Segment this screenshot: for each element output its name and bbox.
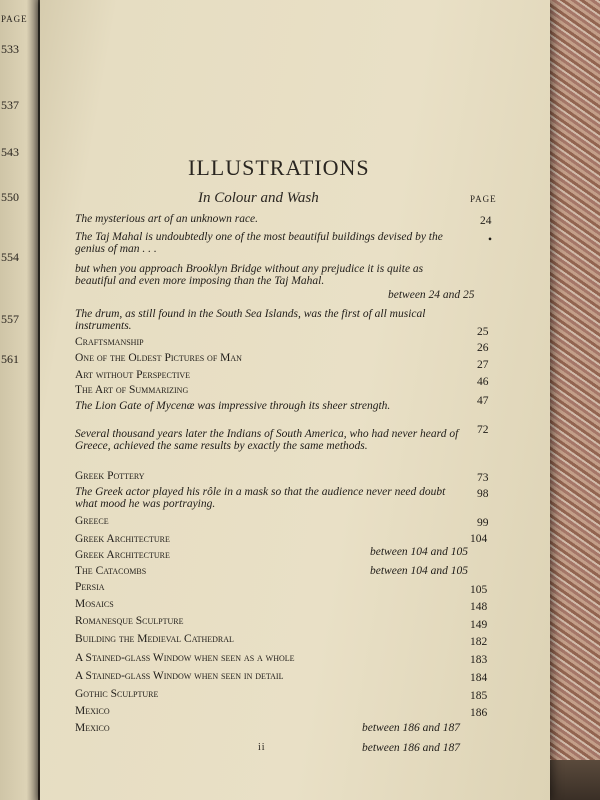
entry-page: 183 xyxy=(470,654,488,666)
entry-page: 104 xyxy=(470,533,488,545)
entry-page: 182 xyxy=(470,636,488,648)
entry-page: between 186 and 187 xyxy=(362,722,461,734)
entry-page: 184 xyxy=(470,672,488,684)
prev-page-number: 557 xyxy=(1,312,19,326)
illustration-entry: Mexico xyxy=(75,722,110,734)
illustration-entry: Greek Architecture xyxy=(75,533,170,545)
entry-page: between 104 and 105 xyxy=(370,565,469,577)
entry-page: 26 xyxy=(477,342,489,354)
illustration-entry: Persia xyxy=(75,581,105,593)
prev-page-header: PAGE xyxy=(1,14,28,24)
prev-page-number: 537 xyxy=(1,98,19,112)
entry-page: 46 xyxy=(477,376,489,388)
entry-page: • xyxy=(488,234,493,246)
entry-page: 25 xyxy=(477,326,489,338)
page-title: ILLUSTRATIONS xyxy=(188,155,370,180)
illustration-entry: A Stained-glass Window when seen as a whole xyxy=(75,652,295,664)
entry-page: 27 xyxy=(477,359,489,371)
entry-page: 72 xyxy=(477,424,489,436)
page-column-label: PAGE xyxy=(470,194,497,204)
entry-page: 98 xyxy=(477,488,489,500)
entry-page: between 104 and 105 xyxy=(370,546,469,558)
illustration-entry: but when you approach Brooklyn Bridge without any prejudice it is quite as beautiful and even more imposing than the Taj Mahal. xyxy=(75,263,424,287)
illustration-entry: Gothic Sculpture xyxy=(75,688,159,700)
illustration-entry: Romanesque Sculpture xyxy=(75,615,184,627)
illustration-entry: Mosaics xyxy=(75,598,114,610)
illustration-entry: Greek Architecture xyxy=(75,549,170,561)
entry-page: 24 xyxy=(480,215,492,227)
entry-page: 148 xyxy=(470,601,488,613)
illustration-entry: Craftsmanship xyxy=(75,336,144,348)
previous-page-edge xyxy=(0,0,38,800)
prev-page-number: 543 xyxy=(1,145,19,159)
entry-page: between 24 and 25 xyxy=(388,289,475,301)
footer-page-number: ii xyxy=(258,742,266,753)
entry-page: 99 xyxy=(477,517,489,529)
illustration-entry: Greece xyxy=(75,515,109,527)
entry-page: 47 xyxy=(477,395,489,407)
prev-page-number: 533 xyxy=(1,42,19,56)
illustration-entry: The Taj Mahal is undoubtedly one of the most beautiful buildings devised by the genius of man . . . xyxy=(75,231,443,255)
illustration-entry: Building the Medieval Cathedral xyxy=(75,633,234,645)
illustration-entry: The drum, as still found in the South Sea Islands, was the first of all musical instruments. xyxy=(75,308,426,332)
entry-page: 73 xyxy=(477,472,489,484)
illustration-entry: Several thousand years later the Indians of South America, who had never heard of Greece, achieved the same results by exactly the same methods. xyxy=(75,428,459,452)
illustration-entry: Greek Pottery xyxy=(75,470,145,482)
book-page xyxy=(40,0,550,800)
illustration-entry: The Lion Gate of Mycenæ was impressive through its sheer strength. xyxy=(75,400,391,412)
entry-page: between 186 and 187 xyxy=(362,742,461,754)
illustration-entry: The Greek actor played his rôle in a mask so that the audience never need doubt what mood he was portraying. xyxy=(75,486,446,510)
illustration-entry: The mysterious art of an unknown race. xyxy=(75,213,259,225)
prev-page-number: 554 xyxy=(1,250,19,264)
illustration-entry: One of the Oldest Pictures of Man xyxy=(75,352,242,364)
entry-page: 185 xyxy=(470,690,488,702)
illustration-entry: The Art of Summarizing xyxy=(75,384,189,396)
illustration-entry: A Stained-glass Window when seen in detail xyxy=(75,670,284,682)
illustration-entry: Mexico xyxy=(75,705,110,717)
section-subtitle: In Colour and Wash xyxy=(198,190,319,206)
entry-page: 149 xyxy=(470,619,488,631)
illustration-entry: The Catacombs xyxy=(75,565,147,577)
illustration-entry: Art without Perspective xyxy=(75,369,191,381)
entry-page: 186 xyxy=(470,707,488,719)
entry-page: 105 xyxy=(470,584,488,596)
prev-page-number: 561 xyxy=(1,352,19,366)
prev-page-number: 550 xyxy=(1,190,19,204)
